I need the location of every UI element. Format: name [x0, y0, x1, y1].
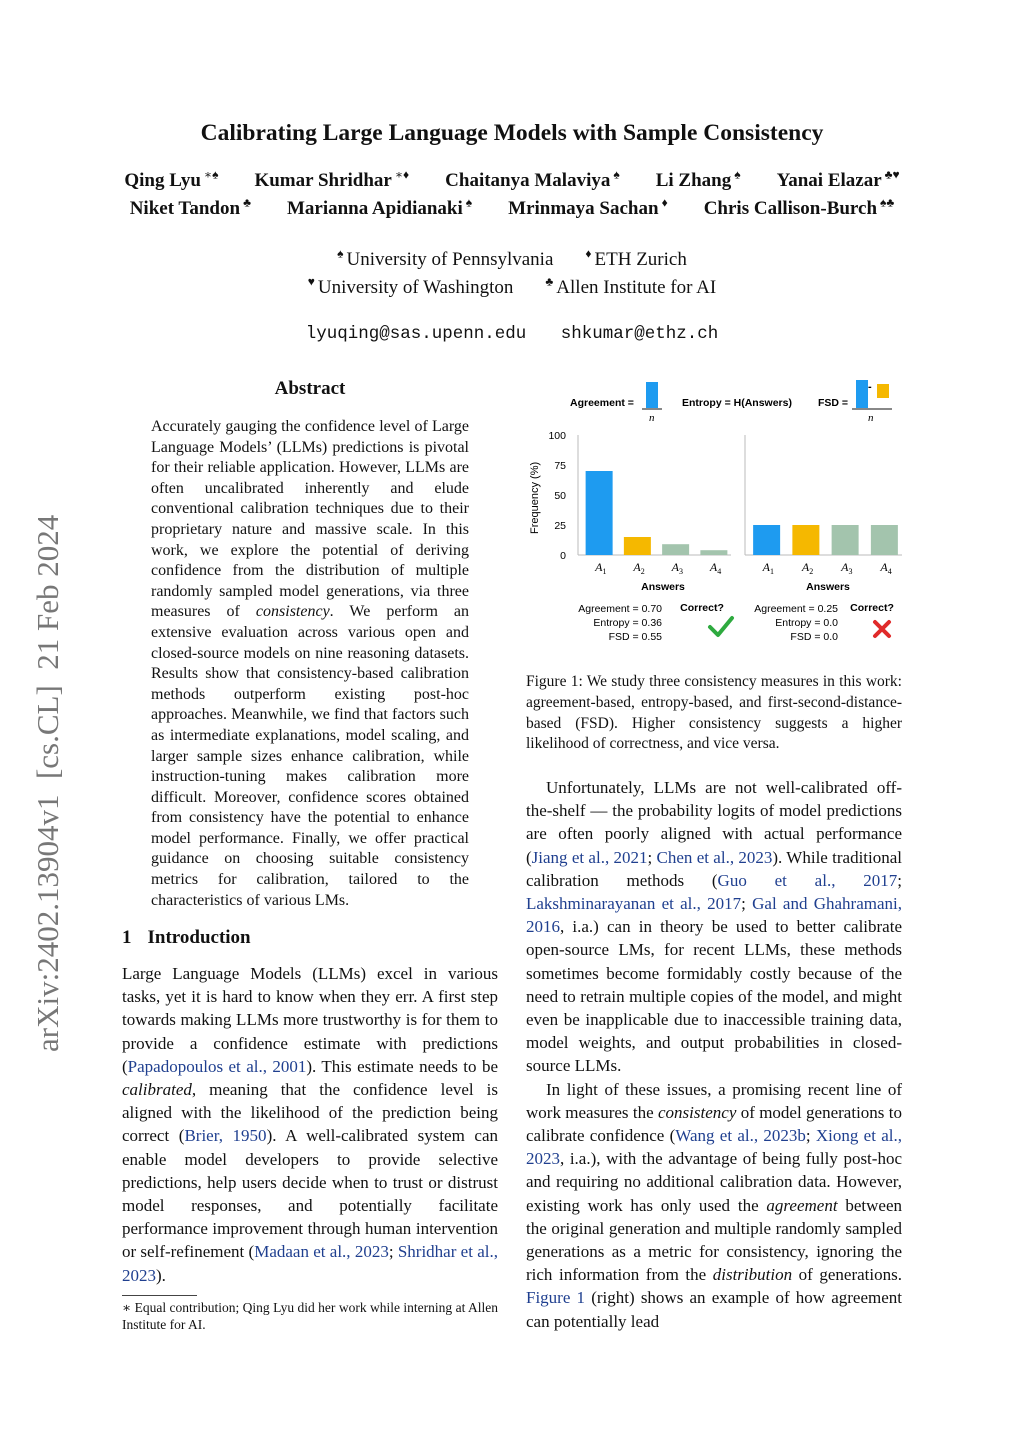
correct-question-label: Correct?: [850, 602, 894, 614]
x-tick-label: $A_1$: [595, 560, 607, 576]
author-list-line-2: [0, 196, 1024, 220]
affiliation: ♣ Allen Institute for AI: [545, 275, 717, 299]
consistency-stat: Entropy = 0.0: [775, 617, 838, 629]
formula-denominator: n: [649, 412, 655, 424]
bar-a4: [871, 525, 898, 555]
citation-link[interactable]: Jiang et al., 2021: [531, 847, 648, 867]
x-tick-label: $A_4$: [709, 560, 722, 576]
paragraph-in-light: In light of these issues, a promising recent line of work measures the consistency of model generations to calibrate confidence (Wang et al., 2023b; Xiong et al., 2023, i.a.), with the advantage of being fully post-hoc and requiring no additional calibration data. However, existing work has only used the agreement between the original generation and multiple randomly sampled generations as a metric for consistency, ignoring the rich information from the distribution of generations. Figure 1 (right) shows an example of how agreement can potentially lead: [526, 1079, 903, 1331]
y-tick-label: 100: [548, 430, 566, 442]
arxiv-stamp-text: arXiv:2402.13904v1 [cs.CL] 21 Feb 2024: [30, 514, 65, 1052]
figure-1-chart: [526, 378, 906, 648]
y-tick-label: 0: [560, 550, 566, 562]
citation-link[interactable]: Wang et al., 2023b: [675, 1126, 806, 1146]
bar-a4: [700, 550, 727, 555]
author-name: Niket Tandon ♣: [129, 196, 251, 220]
affiliation: ♥ University of Washington: [307, 275, 514, 299]
consistency-stat: Agreement = 0.25: [754, 603, 838, 615]
citation-link[interactable]: Madaan et al., 2023: [254, 1242, 389, 1262]
author-name: Mrinmaya Sachan ♦: [508, 196, 668, 220]
y-tick-label: 75: [554, 460, 566, 472]
author-list-line-1: [0, 168, 1024, 192]
bar-a3: [662, 544, 689, 555]
author-name: Chris Callison-Burch ♠♣: [703, 196, 895, 220]
author-name: Yanai Elazar ♣♥: [776, 168, 900, 192]
bar-a1: [753, 525, 780, 555]
footnote-divider: [122, 1295, 197, 1296]
abstract-heading: Abstract: [274, 378, 346, 399]
abstract-text: Accurately gauging the confidence level of Large Language Models’ (LLMs) predictions is pivotal for their reliable application. However, LLMs are often uncalibrated inherently and elude conventional calibration techniques due to their proprietary nature and massive scale. In this work, we explore the potential of deriving confidence from the distribution of multiple randomly sampled model generations, via three measures of consistency. We perform an extensive evaluation across various open and closed-source models on nine reasoning datasets. Results show that consistency-based calibration methods outperform existing post-hoc approaches. Meanwhile, we find that factors such as intermediate explanations, model scaling, and larger sample sizes enhance calibration, while instruction-tuning makes calibration more difficult. Moreover, confidence scores obtained from consistency have the potential to enhance model performance. Finally, we offer practical guidance on choosing suitable consistency metrics for calibration, tailored to the characteristics of various LMs.: [151, 418, 470, 909]
affiliation-line-1: [0, 247, 1024, 271]
consistency-stat: FSD = 0.0: [790, 631, 838, 643]
x-tick-label: $A_1$: [762, 560, 774, 576]
cross-mark-icon: [875, 622, 889, 636]
citation-link[interactable]: Shridhar et al., 2023: [122, 1242, 498, 1285]
affiliation: ♠ University of Pennsylvania: [337, 247, 554, 271]
x-axis-label: Answers: [641, 581, 685, 593]
consistency-stat: Entropy = 0.36: [593, 617, 662, 629]
figure-1-caption: Figure 1: We study three consistency measures in this work: agreement-based, entropy-based, and first-second-distance-based (FSD). Higher consistency suggests a higher likelihood of correctness, and vice versa.: [526, 673, 902, 753]
introduction-paragraph: Large Language Models (LLMs) excel in various tasks, yet it is hard to know when they err. A first step towards making LLMs more trustworthy is for them to provide a confidence estimate with predictions (Papadopoulos et al., 2001). This estimate needs to be calibrated, meaning that the confidence level is aligned with the likelihood of the prediction being correct (Brier, 1950). A well-calibrated system can enable model developers to provide selective predictions, help users decide when to trust or distrust model responses, and potentially facilitate performance improvement through human intervention or self-refinement (Madaan et al., 2023; Shridhar et al., 2023).: [122, 964, 499, 1285]
author-name: Chaitanya Malaviya ♠: [445, 168, 620, 192]
paragraph-unfortunately: Unfortunately, LLMs are not well-calibrated off-the-shelf — the probability logits of model predictions are often poorly aligned with actual performance (Jiang et al., 2021; Chen et al., 2023). While traditional calibration methods (Guo et al., 2017; Lakshminarayanan et al., 2017; Gal and Ghahramani, 2016, i.a.) can in theory be used to better calibrate open-source LMs, for recent LLMs, these methods sometimes become formidably costly because of the need to retrain multiple copies of the model, and might even be inapplicable due to inaccessible training data, model weights, and output probabilities in closed-source LLMs.: [526, 778, 903, 1076]
formula-minus: -: [868, 381, 872, 393]
citation-link[interactable]: Brier, 1950: [184, 1126, 267, 1146]
author-name: Kumar Shridhar ∗♦: [254, 168, 410, 192]
consistency-stat: Agreement = 0.70: [578, 603, 662, 615]
formula-fsd-second-bar: [877, 384, 889, 398]
author-name: Marianna Apidianaki ♠: [286, 196, 473, 220]
x-tick-label: $A_2$: [801, 560, 814, 576]
paper-title: Calibrating Large Language Models with Sample Consistency: [200, 120, 824, 146]
x-tick-label: $A_3$: [841, 560, 853, 576]
citation-link[interactable]: Lakshminarayanan et al., 2017: [526, 894, 742, 914]
check-mark-icon: [710, 618, 732, 635]
correct-question-label: Correct?: [680, 602, 724, 614]
y-tick-label: 25: [554, 520, 566, 532]
right-column-text: [526, 776, 902, 1333]
affiliation: ♦ ETH Zurich: [585, 247, 687, 271]
formula-fsd-first-bar: [856, 380, 868, 408]
author-name: Li Zhang ♠: [655, 168, 741, 192]
y-axis-label: Frequency (%): [529, 461, 541, 534]
x-tick-label: $A_2$: [633, 560, 645, 576]
figure-reference-link[interactable]: Figure 1: [526, 1288, 586, 1308]
bar-a1: [586, 471, 613, 555]
section-heading-introduction: 1 Introduction: [122, 927, 251, 948]
author-name: Qing Lyu ∗♠: [124, 168, 219, 192]
citation-link[interactable]: Chen et al., 2023: [656, 847, 773, 867]
email-lyuqing[interactable]: lyuqing@sas.upenn.edu: [305, 324, 527, 344]
x-tick-label: $A_4$: [880, 560, 892, 576]
bar-a2: [624, 537, 651, 555]
formula-agreement: Agreement =: [570, 397, 634, 409]
formula-denominator: n: [868, 412, 874, 424]
formula-fsd: FSD =: [818, 397, 849, 409]
formula-entropy: Entropy = H(Answers): [682, 397, 792, 409]
consistency-stat: FSD = 0.55: [608, 631, 662, 643]
email-shkumar[interactable]: shkumar@ethz.ch: [560, 324, 719, 344]
x-axis-label: Answers: [806, 581, 850, 593]
affiliation-line-2: [0, 275, 1024, 299]
citation-link[interactable]: Guo et al., 2017: [717, 870, 898, 890]
y-tick-label: 50: [554, 490, 566, 502]
citation-link[interactable]: Papadopoulos et al., 2001: [127, 1056, 307, 1076]
x-tick-label: $A_3$: [671, 560, 683, 576]
formula-agreement-bar: [646, 382, 658, 408]
bar-a3: [832, 525, 859, 555]
bar-a2: [792, 525, 819, 555]
author-emails: [0, 324, 1024, 344]
footnote: ∗ Equal contribution; Qing Lyu did her work while interning at Allen Institute for AI.: [122, 1300, 498, 1332]
citation-link[interactable]: Xiong et al., 2023: [526, 1126, 902, 1169]
citation-link[interactable]: Gal and Ghahramani, 2016: [526, 894, 902, 937]
